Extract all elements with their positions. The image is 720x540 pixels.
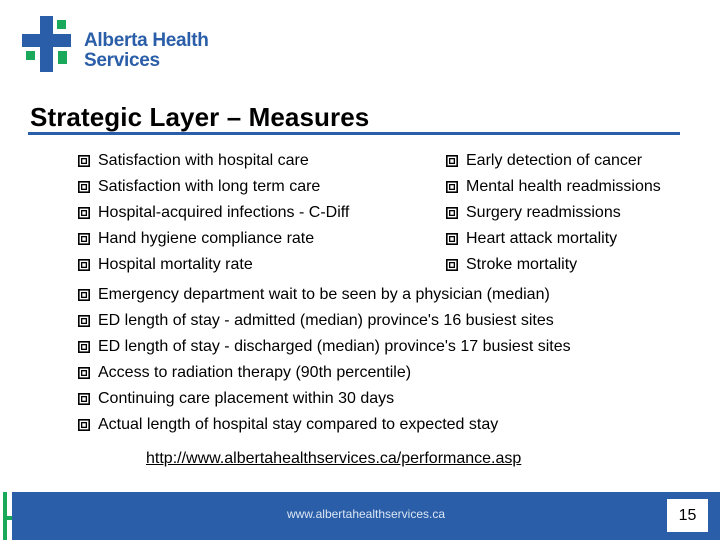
list-item [78,412,571,438]
footer-bar [12,492,720,540]
measure-label: Emergency department wait to be seen by a physician (median) [98,286,550,303]
measure-label: Hand hygiene compliance rate [98,230,315,247]
measures-left-column [78,148,349,278]
measure-label: Actual length of hospital stay compared to expected stay [98,416,499,433]
list-item [78,334,571,360]
ahs-cross-logo-icon [22,16,78,72]
list-item [446,174,661,200]
list-item [78,200,349,226]
checkbox-bullet-icon [78,181,90,193]
checkbox-bullet-icon [78,367,90,379]
list-item [446,148,661,174]
title-underline [28,132,680,135]
checkbox-bullet-icon [78,419,90,431]
logo-line-2: Services [84,50,160,71]
list-item [78,386,571,412]
checkbox-bullet-icon [446,259,458,271]
list-item [78,308,571,334]
measure-label: Hospital-acquired infections - C-Diff [98,204,350,221]
page-number: 15 [667,499,708,532]
list-item [78,226,349,252]
checkbox-bullet-icon [78,155,90,167]
slide-title: Strategic Layer – Measures [30,102,370,132]
performance-link[interactable]: http://www.albertahealthservices.ca/performance.asp [146,450,522,467]
list-item [78,360,571,386]
measure-label: Early detection of cancer [466,152,643,169]
checkbox-bullet-icon [78,289,90,301]
checkbox-bullet-icon [446,181,458,193]
measure-label: Hospital mortality rate [98,256,253,273]
checkbox-bullet-icon [446,155,458,167]
ahs-logo [22,14,212,76]
footer-accent-icon [0,492,12,540]
measure-label: Continuing care placement within 30 days [98,390,395,407]
checkbox-bullet-icon [78,233,90,245]
measure-label: Mental health readmissions [466,178,661,195]
measure-label: ED length of stay - admitted (median) province's 16 busiest sites [98,312,554,329]
measures-full-width [78,282,571,438]
measure-label: ED length of stay - discharged (median) province's 17 busiest sites [98,338,571,355]
list-item [78,148,349,174]
measure-label: Heart attack mortality [466,230,618,247]
list-item [446,200,661,226]
list-item [446,252,661,278]
checkbox-bullet-icon [78,393,90,405]
checkbox-bullet-icon [78,259,90,271]
checkbox-bullet-icon [446,207,458,219]
footer-url: www.albertahealthservices.ca [286,507,446,521]
logo-line-1: Alberta Health [84,30,209,51]
checkbox-bullet-icon [78,315,90,327]
list-item [446,226,661,252]
checkbox-bullet-icon [446,233,458,245]
list-item [78,174,349,200]
checkbox-bullet-icon [78,207,90,219]
measure-label: Surgery readmissions [466,204,621,221]
measure-label: Satisfaction with long term care [98,178,321,195]
measures-right-column [446,148,661,278]
list-item [78,282,571,308]
measure-label: Access to radiation therapy (90th percentile) [98,364,412,381]
list-item [78,252,349,278]
checkbox-bullet-icon [78,341,90,353]
measure-label: Stroke mortality [466,256,578,273]
logo-wordmark [84,31,209,71]
measure-label: Satisfaction with hospital care [98,152,309,169]
